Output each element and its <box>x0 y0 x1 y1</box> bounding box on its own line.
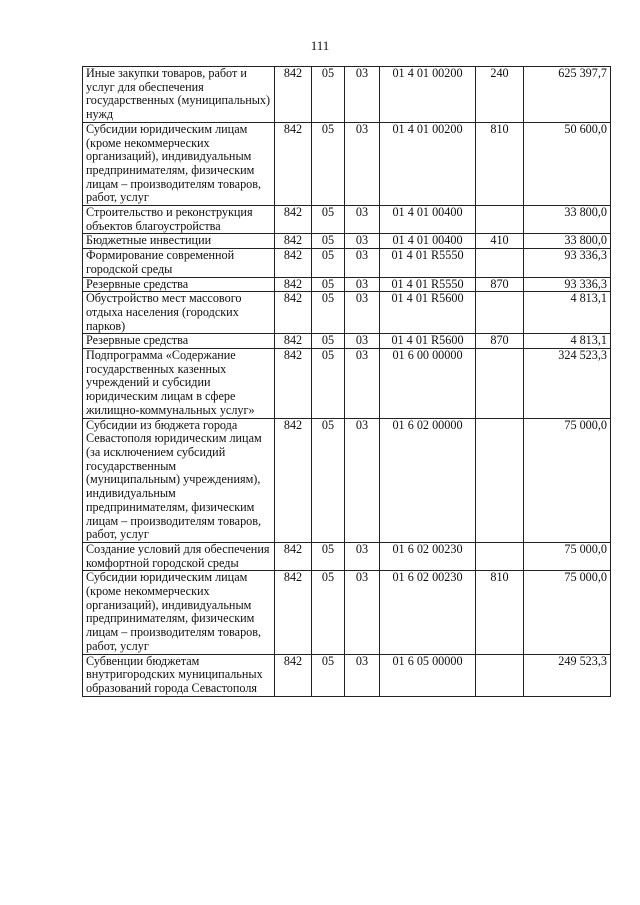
row-department-code: 842 <box>275 349 312 419</box>
row-subsection-code: 03 <box>345 571 380 654</box>
row-subsection-code: 03 <box>345 418 380 542</box>
row-amount: 50 600,0 <box>524 122 611 205</box>
table-row <box>83 654 611 696</box>
row-section-code: 05 <box>312 542 345 570</box>
table-row <box>83 234 611 249</box>
row-subsection-code: 03 <box>345 292 380 334</box>
row-subsection-code: 03 <box>345 277 380 292</box>
row-target-article-code: 01 4 01 00200 <box>380 67 476 123</box>
row-name-cell: Строительство и реконструкция объектов благоустройства <box>83 206 275 234</box>
row-name-cell: Подпрограмма «Содержание государственных казенных учреждений и субсидии юридическим лицам в сфере жилищно-коммунальных услуг» <box>83 349 275 419</box>
row-department-code: 842 <box>275 571 312 654</box>
page-number: 111 <box>310 38 330 53</box>
table-row <box>83 249 611 277</box>
row-section-code: 05 <box>312 334 345 349</box>
row-amount: 625 397,7 <box>524 67 611 123</box>
row-target-article-code: 01 6 02 00230 <box>380 542 476 570</box>
table-row <box>83 206 611 234</box>
row-name-cell: Создание условий для обеспечения комфортной городской среды <box>83 542 275 570</box>
row-name-cell: Субсидии юридическим лицам (кроме некоммерческих организаций), индивидуальным предпринимателям, физическим лицам – производителям товаров, работ, услуг <box>83 122 275 205</box>
budget-table <box>82 66 611 697</box>
row-amount: 75 000,0 <box>524 418 611 542</box>
row-department-code: 842 <box>275 206 312 234</box>
row-department-code: 842 <box>275 418 312 542</box>
row-amount: 4 813,1 <box>524 334 611 349</box>
row-department-code: 842 <box>275 234 312 249</box>
row-department-code: 842 <box>275 654 312 696</box>
row-amount: 93 336,3 <box>524 277 611 292</box>
row-amount: 93 336,3 <box>524 249 611 277</box>
row-amount: 75 000,0 <box>524 542 611 570</box>
row-name-cell: Бюджетные инвестиции <box>83 234 275 249</box>
row-name-cell: Резервные средства <box>83 277 275 292</box>
row-section-code: 05 <box>312 234 345 249</box>
row-expense-type-code: 870 <box>476 277 524 292</box>
row-name-cell: Субвенции бюджетам внутригородских муниципальных образований города Севастополя <box>83 654 275 696</box>
row-target-article-code: 01 6 05 00000 <box>380 654 476 696</box>
row-expense-type-code: 810 <box>476 571 524 654</box>
row-target-article-code: 01 4 01 R5600 <box>380 292 476 334</box>
row-target-article-code: 01 6 02 00230 <box>380 571 476 654</box>
row-expense-type-code <box>476 292 524 334</box>
row-amount: 33 800,0 <box>524 234 611 249</box>
row-department-code: 842 <box>275 122 312 205</box>
row-department-code: 842 <box>275 292 312 334</box>
row-expense-type-code <box>476 654 524 696</box>
row-department-code: 842 <box>275 67 312 123</box>
row-name-cell: Субсидии юридическим лицам (кроме некоммерческих организаций), индивидуальным предпринимателям, физическим лицам – производителям товаров, работ, услуг <box>83 571 275 654</box>
row-amount: 33 800,0 <box>524 206 611 234</box>
row-target-article-code: 01 4 01 00400 <box>380 206 476 234</box>
table-body <box>83 67 611 697</box>
row-section-code: 05 <box>312 249 345 277</box>
row-name-cell: Формирование современной городской среды <box>83 249 275 277</box>
row-name-cell: Субсидии из бюджета города Севастополя юридическим лицам (за исключением субсидий государственным (муниципальным) учреждениям), индивидуальным предпринимателям, физическим лицам – производителям товаров, работ, услуг <box>83 418 275 542</box>
row-expense-type-code <box>476 249 524 277</box>
row-department-code: 842 <box>275 249 312 277</box>
row-expense-type-code <box>476 542 524 570</box>
table-row <box>83 277 611 292</box>
row-section-code: 05 <box>312 292 345 334</box>
row-section-code: 05 <box>312 67 345 123</box>
row-subsection-code: 03 <box>345 122 380 205</box>
row-target-article-code: 01 6 00 00000 <box>380 349 476 419</box>
table-row <box>83 122 611 205</box>
row-expense-type-code: 410 <box>476 234 524 249</box>
row-amount: 249 523,3 <box>524 654 611 696</box>
row-expense-type-code: 810 <box>476 122 524 205</box>
row-section-code: 05 <box>312 206 345 234</box>
table-row <box>83 67 611 123</box>
row-target-article-code: 01 4 01 00400 <box>380 234 476 249</box>
row-subsection-code: 03 <box>345 206 380 234</box>
table-row <box>83 542 611 570</box>
row-expense-type-code: 240 <box>476 67 524 123</box>
row-subsection-code: 03 <box>345 542 380 570</box>
row-amount: 324 523,3 <box>524 349 611 419</box>
table-row <box>83 334 611 349</box>
row-section-code: 05 <box>312 571 345 654</box>
row-subsection-code: 03 <box>345 349 380 419</box>
row-section-code: 05 <box>312 277 345 292</box>
row-subsection-code: 03 <box>345 234 380 249</box>
row-expense-type-code: 870 <box>476 334 524 349</box>
row-department-code: 842 <box>275 334 312 349</box>
row-name-cell: Обустройство мест массового отдыха населения (городских парков) <box>83 292 275 334</box>
row-expense-type-code <box>476 418 524 542</box>
row-subsection-code: 03 <box>345 249 380 277</box>
row-subsection-code: 03 <box>345 67 380 123</box>
row-target-article-code: 01 4 01 R5600 <box>380 334 476 349</box>
row-subsection-code: 03 <box>345 334 380 349</box>
row-amount: 4 813,1 <box>524 292 611 334</box>
table-row <box>83 292 611 334</box>
row-section-code: 05 <box>312 349 345 419</box>
row-section-code: 05 <box>312 654 345 696</box>
row-target-article-code: 01 4 01 R5550 <box>380 249 476 277</box>
table-row <box>83 418 611 542</box>
row-department-code: 842 <box>275 542 312 570</box>
table-row <box>83 571 611 654</box>
row-expense-type-code <box>476 349 524 419</box>
row-target-article-code: 01 4 01 00200 <box>380 122 476 205</box>
row-section-code: 05 <box>312 418 345 542</box>
row-department-code: 842 <box>275 277 312 292</box>
row-name-cell: Резервные средства <box>83 334 275 349</box>
row-name-cell: Иные закупки товаров, работ и услуг для обеспечения государственных (муниципальных) нужд <box>83 67 275 123</box>
row-expense-type-code <box>476 206 524 234</box>
row-section-code: 05 <box>312 122 345 205</box>
row-target-article-code: 01 6 02 00000 <box>380 418 476 542</box>
row-target-article-code: 01 4 01 R5550 <box>380 277 476 292</box>
table-row <box>83 349 611 419</box>
row-subsection-code: 03 <box>345 654 380 696</box>
row-amount: 75 000,0 <box>524 571 611 654</box>
